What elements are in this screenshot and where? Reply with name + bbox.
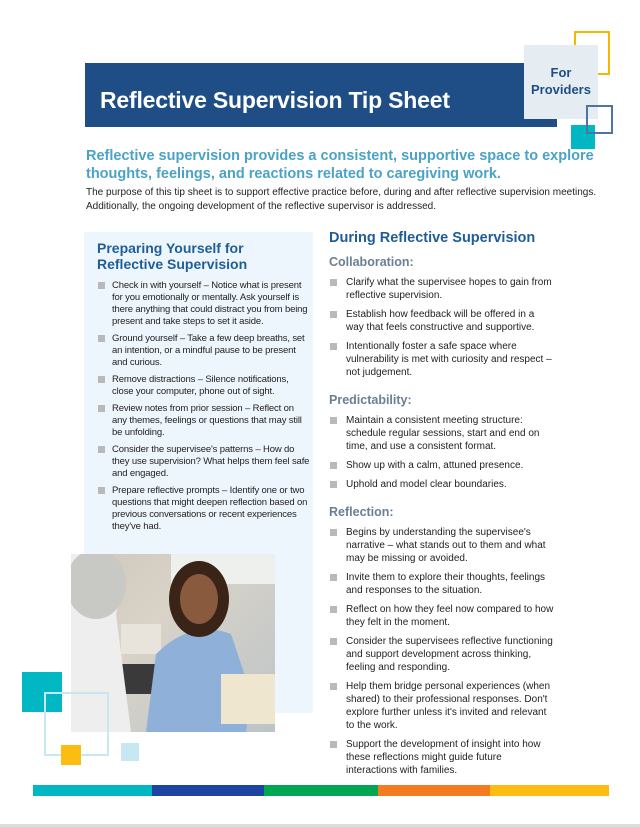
list-item: Show up with a calm, attuned presence. [329,459,554,472]
purpose-text: The purpose of this tip sheet is to support effective practice before, during and after reflective supervision meetings. Additionally, the ongoing development of the reflective supervisor is addressed. [86,187,597,212]
section-heading: Preparing Yourself for Reflective Supervision [97,240,248,272]
list-item: Maintain a consistent meeting structure: schedule regular sessions, start and end on time, and use a consistent format. [329,414,554,453]
list-item: Invite them to explore their thoughts, feelings and responses to the situation. [329,571,554,597]
list-item: Support the development of insight into how these reflections might guide future interactions with families. [329,738,554,777]
decorative-square [586,105,613,134]
list-item: Establish how feedback will be offered in a way that feels constructive and supportive. [329,308,554,334]
subsection-list [329,526,554,777]
subsection-heading: Predictability: [329,393,412,407]
list-item: Remove distractions – Silence notifications, close your computer, phone out of sight. [97,374,310,398]
list-item: Check in with yourself – Notice what is present for you emotionally or mentally. Ask yourself is there anything that could distract you from being present and take steps to set it aside. [97,280,310,328]
bar-segment [264,785,378,796]
audience-line: For [550,65,572,80]
list-item: Intentionally foster a safe space where vulnerability is met with curiosity and respect – not judgement. [329,340,554,379]
subsection-heading: Reflection: [329,505,394,519]
list-item: Begins by understanding the supervisee's narrative – what stands out to them and what may be missing or avoided. [329,526,554,565]
subsection-list [329,414,554,491]
bar-segment [490,785,609,796]
list-item: Prepare reflective prompts – Identify one or two questions that might deepen reflection based on previous conversations or recent experiences they've had. [97,485,310,533]
section-heading: During Reflective Supervision [329,230,536,246]
bar-segment [152,785,264,796]
list-item: Ground yourself – Take a few deep breaths, set an intention, or a mindful pause to be present and curious. [97,333,310,369]
lead-text: Reflective supervision provides a consistent, supportive space to explore thoughts, feelings, and reactions related to caregiving work. [86,148,594,182]
subsection-list [329,276,554,379]
during-section [329,230,554,783]
list-item: Review notes from prior session – Reflect on any themes, feelings or questions that may still be unfolding. [97,403,310,439]
preparing-list [97,280,310,533]
list-item: Help them bridge personal experiences (when shared) to their professional responses. Don't explore further unless it's invited and relevant to the work. [329,680,554,732]
decorative-square [121,743,139,761]
list-item: Reflect on how they feel now compared to how they felt in the moment. [329,603,554,629]
footer-color-bar [33,785,609,796]
audience-line: Providers [531,82,591,97]
list-item: Consider the supervisees reflective functioning and support development across thinking, feeling and responding. [329,635,554,674]
during-body [329,255,554,777]
list-item: Consider the supervisee's patterns – How do they use supervision? What helps them feel safe and engaged. [97,444,310,480]
list-item: Clarify what the supervisee hopes to gain from reflective supervision. [329,276,554,302]
bar-segment [378,785,490,796]
list-item: Uphold and model clear boundaries. [329,478,554,491]
decorative-square [61,745,81,765]
subsection-heading: Collaboration: [329,255,414,269]
preparing-section [97,240,310,538]
page-title: Reflective Supervision Tip Sheet [100,87,450,113]
bar-segment [33,785,152,796]
